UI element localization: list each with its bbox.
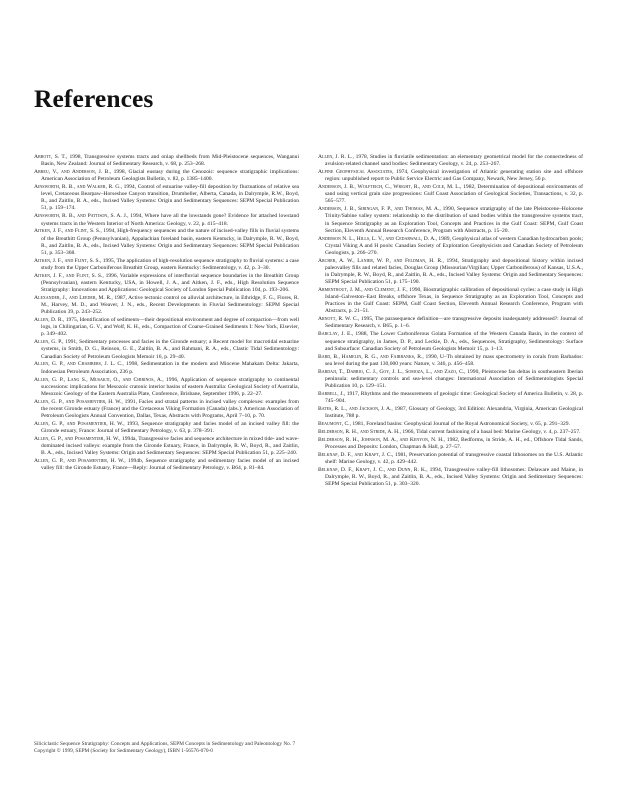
reference-entry xyxy=(34,399,299,420)
reference-entry xyxy=(34,436,299,457)
reference-authors: Allen, G. P., and Chambers, J. L. C. xyxy=(34,361,123,368)
reference-entry xyxy=(34,213,299,227)
references-right-column xyxy=(318,154,583,489)
reference-entry xyxy=(318,169,583,183)
reference-details: , 1995, The application of high-resolution sequence stratigraphy to fluvial systems: a case study from the Upper Carboniferous Breathitt Group, eastern Kentucky: Sedimentology, v. 42, p. 3–30. xyxy=(41,257,300,271)
reference-entry xyxy=(34,154,299,168)
reference-details: , 1987, Active tectonic control on alluvial architecture, in Ethridge, F. G., Flores, R. M., Harvey, M. D., and Weaver, J. N., eds., Recent Developments in Fluvial Sedimentology: SEPM Special Publication 39, p. 243–252. xyxy=(41,294,300,316)
reference-details: , 1975, Identification of sediments—their depositional environment and degree of compaction—from well logs, in Chilingarian, G. V., and Wolf, K. H., eds., Compaction of Coarse-Grained Sediments I: New York, Elsevier, p. 349–402. xyxy=(41,317,299,338)
reference-authors: Abbott, S. T. xyxy=(34,154,66,160)
reference-details: , 1994, Where have all the lowstands gone? Evidence for attached lowstand systems tracts in the Western Interior of North America: Geology, v. 22, p. 415–418. xyxy=(41,213,300,227)
reference-entry xyxy=(34,184,299,213)
reference-entry xyxy=(318,331,583,352)
reference-details: , 1994b, Sequence stratigraphy and sedimentary facies model of an incised valley fill: the Gironde Estuary, France—Reply: Journal of Sedimentary Petrology, v. B64, p. 81–84. xyxy=(41,458,299,472)
reference-authors: Archer, A. W., Lanier, W. P., and Feldman, H. R. xyxy=(318,257,443,264)
reference-details: , 1994, Control of estuarine valley-fill deposition by fluctuations of relative sea level, Cretaceous Bearpaw–Horseshoe Canyon transition, Drumheller, Alberta, Canada, in Dalrymple, R.W., Boyd, R., and Zaitlin, B. A., eds., Incised Valley Systems: Origin and Sedimentary Sequences: SEPM Special Publication 51, p. 159–174. xyxy=(41,184,300,212)
reference-details: , 1994, Transgressive valley-fill lithosomes: Delaware and Maine, in Dalrymple, R. W., Boyd, R., and Zaitlin, B. A., eds., Incised Valley Systems: Origin and Sedimentary Sequences: SEPM Special Publication 51, p. 303–320. xyxy=(325,466,583,488)
reference-authors: Allen, G. P., and Posamentier, H. W. xyxy=(34,398,122,405)
reference-authors: Arnott, R. W. C. xyxy=(318,316,358,323)
reference-entry xyxy=(34,228,299,257)
reference-details: , 1994a, Transgressive facies and sequence architecture in mixed tide- and wave-dominated incised valleys: example from the Gironde Estuary, France, in Dalrymple, R. W., Boyd, R., and Zaitlin, B. A., eds., Incised Valley Systems: Origin and Sedimentary Sequences: SEPM Special Publication 51, p. 225–240. xyxy=(41,435,299,457)
reference-details: , 1996, Variable expressions of interfluvial sequence boundaries in the Breathitt Group (Pennsylvanian), eastern Kentucky, USA, in Howell, J. A., and Aitken, J. F., eds., High Resolution Sequence Stratigraphy: Innovations and Applications: Geological Society of London Special Publication 104, p. 193–206. xyxy=(41,272,299,294)
reference-entry xyxy=(34,458,299,472)
reference-details: , 1917, Rhythms and the measurements of geologic time: Geological Society of America Bulletin, v. 28, p. 745–904. xyxy=(325,390,583,404)
reference-entry xyxy=(34,258,299,272)
reference-details: , 1993, Sequence stratigraphy and facies model of an incised valley fill: the Gironde estuary, France: Journal of Sedimentary Petrology, v. 63, p. 378–391. xyxy=(41,420,299,434)
reference-entry xyxy=(318,287,583,316)
reference-authors: Allen, G. P. xyxy=(34,339,63,346)
reference-entry xyxy=(318,236,583,257)
reference-authors: Alpine Geophysical Associates xyxy=(318,169,393,176)
reference-authors: Belknap, D. F., Kraft, J. C., and Dunn, R. K. xyxy=(318,466,427,473)
reference-details: , 1981, Preservation potential of transgressive coastal lithosomes on the U.S. Atlantic shelf: Marine Geology, v. 42, p. 429–442. xyxy=(325,451,584,465)
reference-authors: Alexander, J., and Leeder, M. R. xyxy=(34,294,112,301)
reference-details: , 1990, Biostratigraphic calibration of depositional cycles: a case study in High Island–Galveston–East Breaks, offshore Texas, in Sequence Stratigraphy as an Exploration Tool, Concepts and Practices in the Gulf Coast: SEPM, Gulf Coast Section, Eleventh Annual Research Conference, Program with Abstracts, p. 21–51. xyxy=(325,287,583,315)
reference-authors: Anderson, J. B., Wolfteich, C., Wright, R., and Cole, M. L. xyxy=(318,184,461,191)
reference-authors: Ainsworth, R. B., and Pattison, S. A. J. xyxy=(34,213,128,220)
reference-authors: Beaumont, C. xyxy=(318,420,350,427)
reference-authors: Belderson, R. H., Johnson, M. A., and Kenyon, N. H. xyxy=(318,436,444,443)
reference-details: , 1981, Foreland basins: Geophysical Journal of the Royal Astronomical Society, v. 65, p. 291–329. xyxy=(349,420,570,427)
reference-entry xyxy=(34,295,299,316)
reference-details: , 1990, Pleistocene fan deltas in southeastern Iberian peninsula: sedimentary controls and sea-level changes: International Association of Sedimentologists Special Publication 10, p. 129–151. xyxy=(325,368,583,389)
page-title: References xyxy=(34,84,154,113)
reference-details: , 1998, Transgressive systems tracts and onlap shellbeds from Mid-Pleistocene sequences, Wanganui Basin, New Zealand: Journal of Sedimentary Research, v. 68, p. 253–268. xyxy=(41,154,299,168)
reference-entry xyxy=(318,154,583,168)
reference-authors: Barclay, J. E. xyxy=(318,331,352,338)
reference-entry xyxy=(318,258,583,287)
reference-authors: Allen, J. R. L. xyxy=(318,154,353,160)
reference-authors: Allen, G. P., and Posamentier, H. W. xyxy=(34,435,120,442)
reference-authors: Anderson, J. B., Siringan, F. P., and Thomas, M. A. xyxy=(318,206,440,213)
footer-copyright-line: Copyright © 1999, SEPM (Society for Sedimentary Geology), ISBN 1-56576-070-0 xyxy=(34,748,213,754)
reference-entry xyxy=(318,206,583,235)
reference-entry xyxy=(34,361,299,375)
reference-authors: Allen, G. P., Lang S., Musakti, O., and Chirinos, A. xyxy=(34,376,163,383)
reference-entry xyxy=(318,391,583,405)
reference-details: , 1991, Facies and stratal patterns in incised valley complexes: examples from the recent Gironde estuary (France) and the Cretaceous Viking Formation (Canada) (abs.): American Association of Petroleum Geologists Annual Convention, Dallas, Texas, Abstracts with Programs, April 7–10, p. 70. xyxy=(41,398,299,419)
reference-entry xyxy=(318,421,583,428)
reference-entry xyxy=(34,377,299,398)
reference-entry xyxy=(318,429,583,436)
reference-entry xyxy=(318,369,583,390)
reference-authors: Allen, D. R. xyxy=(34,317,63,324)
reference-details: , 1978, Studies in fluviatile sedimentation: an elementary geometrical model for the connectedness of avulsion-related channel sand bodies: Sedimentary Geology, v. 24, p. 253–267. xyxy=(325,154,583,168)
page-footer xyxy=(34,741,594,755)
reference-entry xyxy=(318,437,583,451)
reference-authors: Allen, G. P., and Posamentier, H. W. xyxy=(34,458,125,465)
reference-details: , 1995, The parasequence definition—are transgressive deposits inadequately addressed?: Journal of Sedimentary Research, v. B65, p. 1–6. xyxy=(325,316,583,330)
reference-details: , 1988, The Lower Carboniferous Golata Formation of the Western Canada Basin, in the context of sequence stratigraphy, in James, D. P., and Leckie, D. A., eds., Sequences, Stratigraphy, Sedimentology: Surface and Subsurface: Canadian Society of Petroleum Geologists Memoir 15, p. 1–13. xyxy=(325,331,583,352)
reference-entry xyxy=(34,317,299,338)
reference-details: , 1990, Sequence stratigraphy of the late Pleistocene–Holocene Trinity/Sabine valley system: relationship to the distribution of sand bodies within the transgressive systems tract, in Sequence Stratigraphy as an Exploration Tool, Concepts and Practices in the Gulf Coast: SEPM, Gulf Coast Section, Eleventh Annual Research Conference, Program with Abstracts, p. 15–20. xyxy=(325,206,584,234)
reference-authors: Aitken, J. F., and Flint, S. S. xyxy=(34,272,103,279)
reference-details: , 1966, Tidal current fashioning of a basal bed: Marine Geology, v. 4, p. 237–257. xyxy=(399,428,581,435)
reference-authors: Aitken, J. F., and Flint, S. S. xyxy=(34,257,100,264)
reference-details: , 1974, Geophysical investigation of Atlantic generating station site and offshore region: unpublished report to Public Service Electric and Gas Company, Newark, New Jersey, 56 p. xyxy=(325,169,584,183)
reference-entry xyxy=(318,184,583,205)
references-left-column xyxy=(34,154,299,473)
reference-authors: Anderson N. L., Hills, L. V., and Cedarwall, D. A. xyxy=(318,235,436,242)
reference-entry xyxy=(34,421,299,435)
reference-authors: Barrell, J. xyxy=(318,390,344,397)
reference-authors: Aitken, J. F., and Flint, S. S. xyxy=(34,228,101,235)
footer-series-line: Siliciclastic Sequence Stratigraphy: Concepts and Applications, SEPM Concepts in Sedimentology and Paleontology No. 7 xyxy=(34,741,296,747)
reference-authors: Bardaji, T., Dabrio, C. J., Goy, J. L., Somoza, L., and Zazo, C. xyxy=(318,368,465,375)
reference-authors: Belderson, R. H., and Stride, A. H. xyxy=(318,428,400,435)
reference-entry xyxy=(318,406,583,420)
reference-details: , 1989, Geophysical atlas of western Canadian hydrocarbon pools; Crystal Viking A and H pools: Canadian Society of Exploration Geophysicists and Canadian Society of Petroleum Geologists, p. 266–270. xyxy=(325,235,584,256)
reference-details: , 1998, Sedimentation in the modern and Miocene Mahakam Delta: Jakarta, Indonesian Petroleum Association, 236 p. xyxy=(41,361,299,375)
reference-details: , 1994, High-frequency sequences and the nature of incised-valley fills in fluvial systems of the Breathitt Group (Pennsylvanian), Appalachian foreland basin, eastern Kentucky, in Dalrymple, R. W., Boyd, R., and Zaitlin, B. A., eds., Incised Valley Systems: Origin and Sedimentary Sequences: SEPM Special Publication 51, p. 353–368. xyxy=(41,228,300,256)
reference-authors: Bard, B., Hamelin, R. G., and Fairbanks, R. xyxy=(318,353,423,360)
reference-details: , 1987, Glossary of Geology, 3rd Edition: Alexandria, Virginia, American Geological Institute, 788 p. xyxy=(325,405,583,419)
reference-authors: Abreu, V., and Anderson, J. B. xyxy=(34,169,110,176)
reference-entry xyxy=(318,316,583,330)
reference-details: , 1982, Bedforms, in Stride, A. H., ed., Offshore Tidal Sands, Processes and Deposits: London, Chapman & Hall, p. 27–57. xyxy=(325,436,583,450)
reference-details: , 1998, Glacial eustasy during the Cenozoic: sequence stratigraphic implications: American Association of Petroleum Geologists Bulletin, v. 82, p. 1385–1400. xyxy=(41,169,299,183)
reference-entry xyxy=(318,354,583,368)
reference-details: , 1991, Sedimentary processes and facies in the Gironde estuary; a Recent model for macrotidal estuarine systems, in Smith, D. G., Reinson, G. E., Zaitlin, B. A., and Rahmani, R. A., eds., Clastic Tidal Sedimentology: Canadian Society of Petroleum Geologists Memoir 16, p. 29–40. xyxy=(41,339,299,360)
reference-details: , 1996, Application of sequence stratigraphy to continental successions: implications for Mesozoic cratonic interior basins of eastern Australia: Geological Society of Australia, Mesozoic Geology of the Eastern Australia Plate, Conference, Brisbane, September 1996, p. 22–27. xyxy=(41,376,299,397)
reference-authors: Allen, G. P., and Posamentier, H. W. xyxy=(34,420,124,427)
reference-details: , 1994, Stratigraphy and depositional history within incised paleovalley fills and related facies, Douglas Group (Missourian/Virgilian; Upper Carboniferous) of Kansas, U.S.A., in Dalrymple, R. W., Boyd, R., and Zaitlin, B. A., eds., Incised Valley Systems: Origin and Sedimentary Sequences: SEPM Special Publication 51, p. 175–190. xyxy=(325,257,583,286)
reference-details: , 1990, U–Th obtained by mass spectrometry in corals from Barbados: sea level during the past 130,000 years: Nature, v. 346, p. 456–458. xyxy=(325,353,583,367)
reference-entry xyxy=(318,467,583,488)
reference-authors: Ainsworth, R. B., and Walker, R. G. xyxy=(34,184,121,191)
reference-entry xyxy=(34,339,299,360)
reference-details: , 1982, Determination of depositional environments of sand using vertical grain size progressions: Gulf Coast Association of Geological Societies, Transactions, v. 32, p. 565–577. xyxy=(325,184,583,205)
reference-entry xyxy=(34,169,299,183)
reference-entry xyxy=(318,452,583,466)
reference-entry xyxy=(34,273,299,294)
reference-authors: Belknap, D. F., and Kraft, J. C. xyxy=(318,451,392,458)
reference-authors: Bates, R. L., and Jackson, J. A. xyxy=(318,405,392,412)
reference-authors: Armentrout, J. M., and Clement, J. F. xyxy=(318,287,407,294)
